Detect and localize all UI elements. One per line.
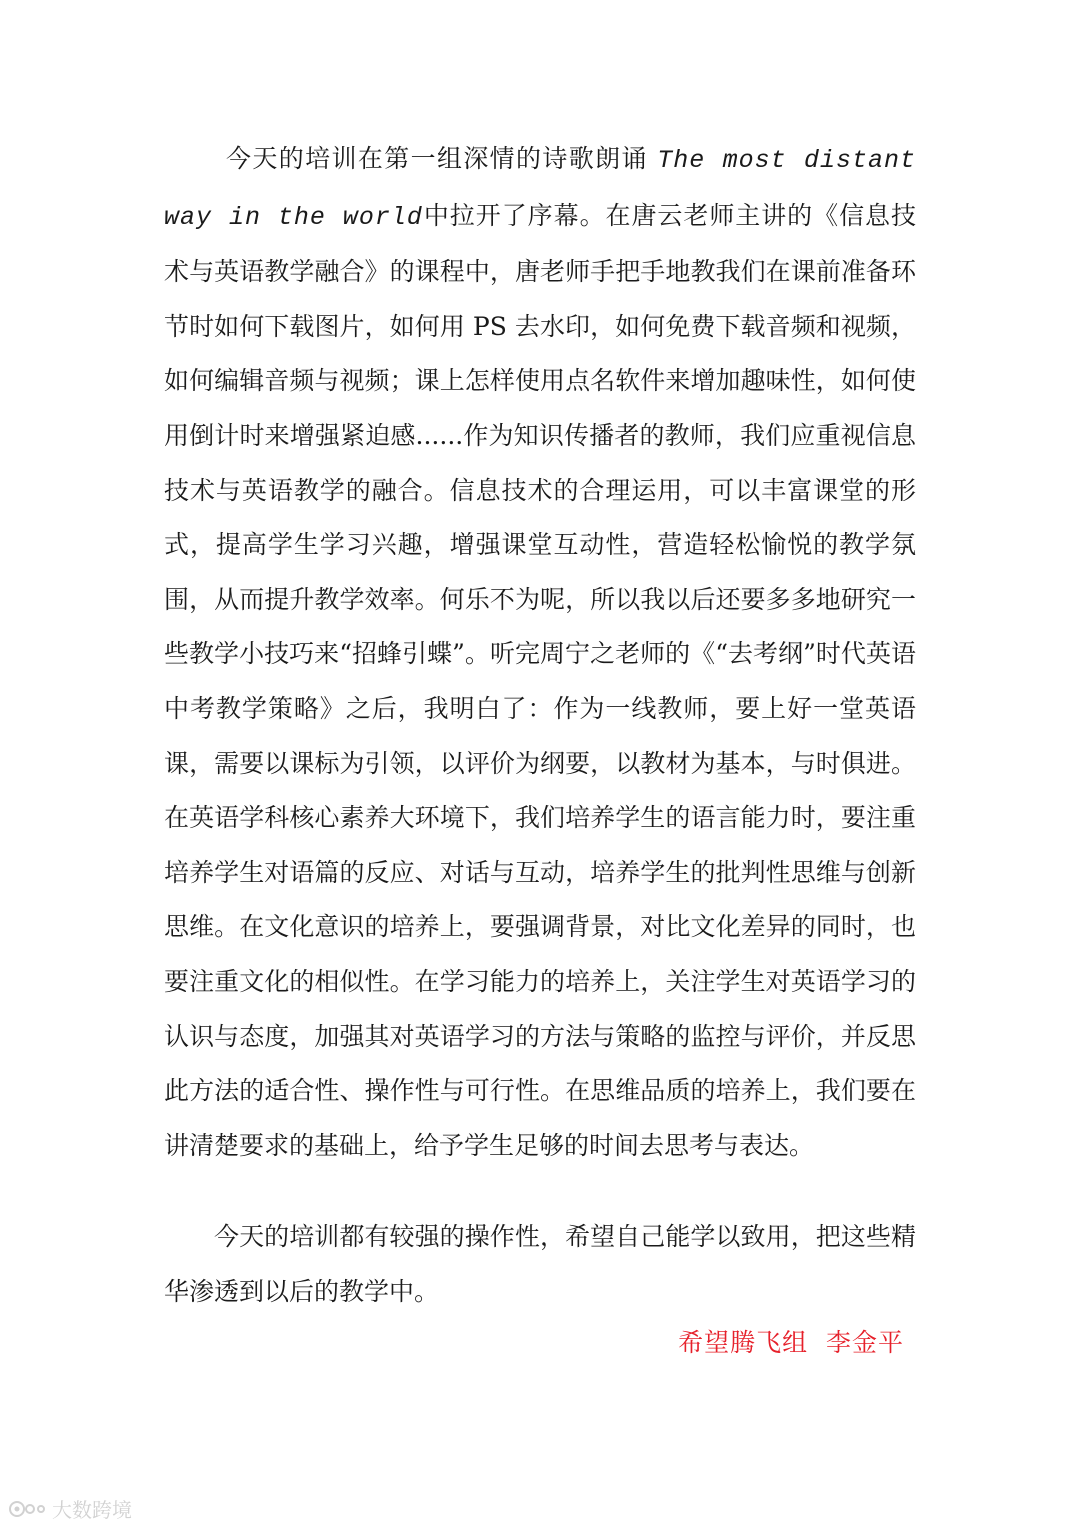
signature: 希望腾飞组 李金平 [678, 1328, 904, 1357]
watermark-logo-icon [8, 1496, 48, 1522]
watermark-text: 大数跨境 [52, 1498, 132, 1522]
paragraph-2: 今天的培训都有较强的操作性，希望自己能学以致用，把这些精华渗透到以后的教学中。 [164, 1222, 916, 1306]
paragraph-1-body: 中拉开了序幕。在唐云老师主讲的《信息技术与英语教学融合》的课程中，唐老师手把手地教我们在课前准备环节时如何下载图片，如何用 PS 去水印，如何免费下载音频和视频，如何编辑音频与视频；课上怎样使用点名软件来增加趣味性，如何使用倒计时来增强紧迫感......作为知识传播者的教师，我们应重视信息技术与英语教学的融合。信息技术的合理运用，可以丰富课堂的形式，提高学生学习兴趣，增强课堂互动性，营造轻松愉悦的教学氛围，从而提升教学效率。何乐不为呢，所以我以后还要多多地研究一些教学小技巧来“招蜂引蝶”。听完周宁之老师的《“去考纲”时代英语中考教学策略》之后，我明白了：作为一线教师，要上好一堂英语课，需要以课标为引领，以评价为纲要，以教材为基本，与时俱进。在英语学科核心素养大环境下，我们培养学生的语言能力时，要注重培养学生对语篇的反应、对话与互动，培养学生的批判性思维与创新思维。在文化意识的培养上，要强调背景，对比文化差异的同时，也要注重文化的相似性。在学习能力的培养上，关注学生对英语学习的认识与态度，加强其对英语学习的方法与策略的监控与评价，并反思此方法的适合性、操作性与可行性。在思维品质的培养上，我们要在讲清楚要求的基础上，给予学生足够的时间去思考与表达。 [164, 200, 916, 1160]
paragraph-1 [164, 132, 916, 1173]
english-poem-title: The most distant way in the world [164, 146, 916, 232]
paragraph-1-intro: 今天的培训在第一组深情的诗歌朗诵 [226, 144, 658, 173]
watermark [8, 1494, 132, 1523]
